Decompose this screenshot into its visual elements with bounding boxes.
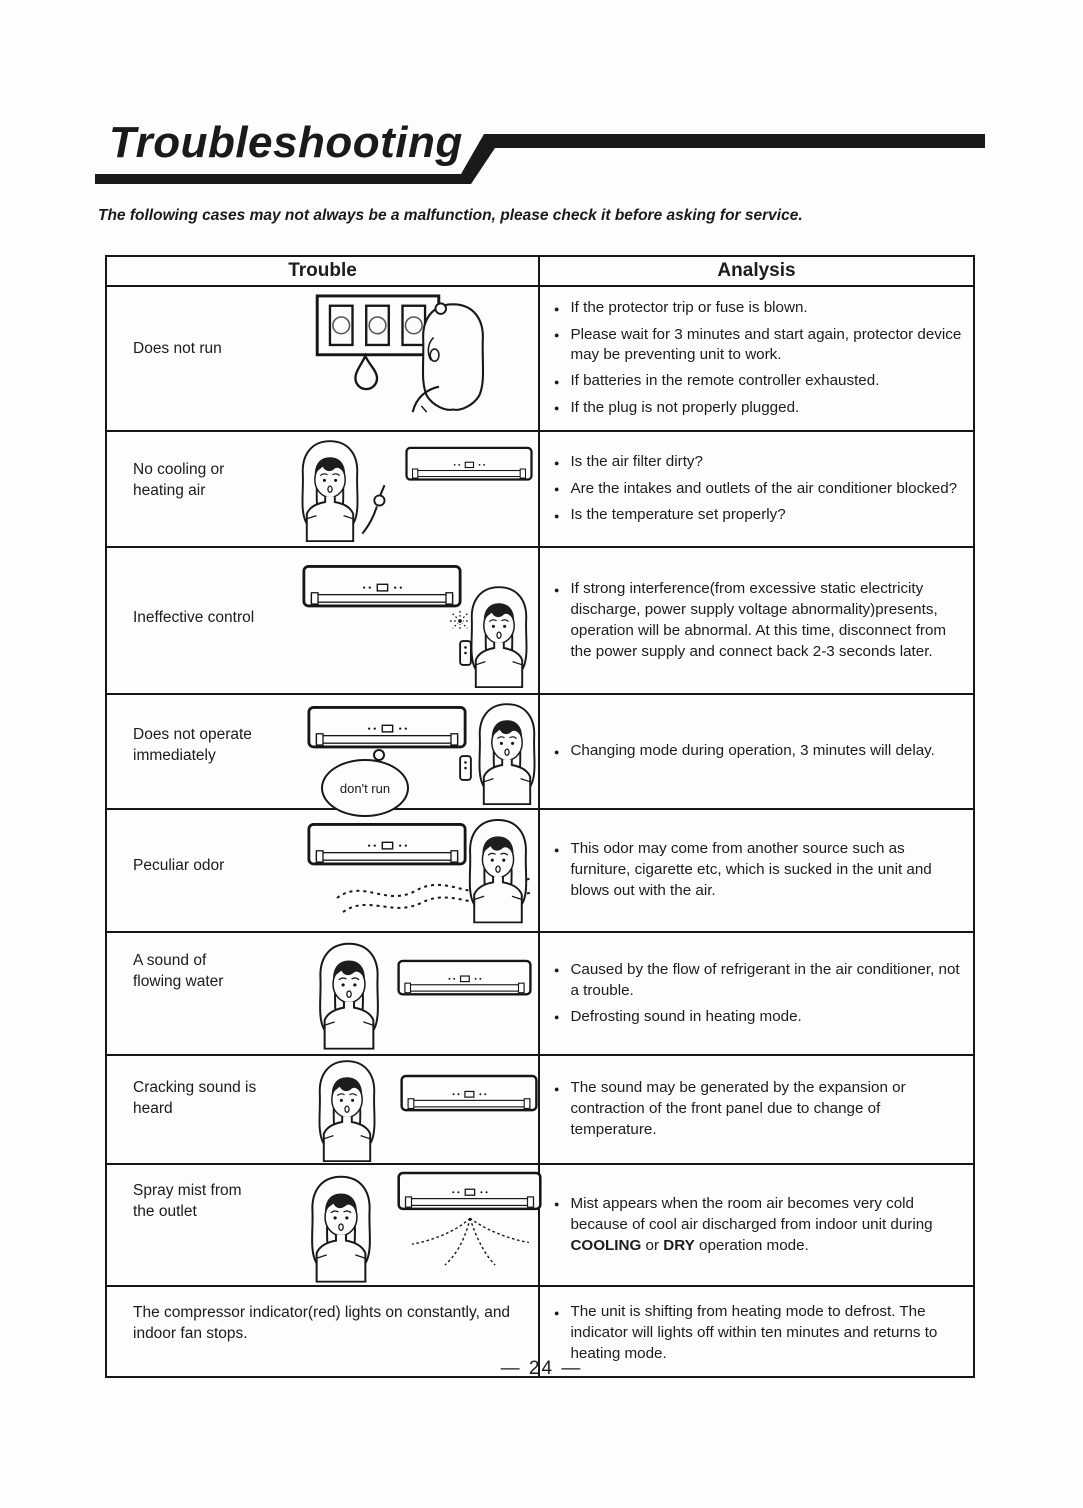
analysis-bullet-list bbox=[554, 1189, 963, 1262]
mist-illustration bbox=[405, 1215, 535, 1270]
table-row bbox=[107, 808, 973, 931]
ac-unit-illustration bbox=[400, 1074, 538, 1117]
woman-illustration bbox=[307, 939, 391, 1051]
analysis-column-header: Analysis bbox=[717, 260, 796, 281]
table-row bbox=[107, 430, 973, 546]
table-row bbox=[107, 693, 973, 808]
page-title: Troubleshooting bbox=[109, 118, 463, 167]
trouble-label: The compressor indicator(red) lights on constantly, and indoor fan stops. bbox=[133, 1304, 511, 1343]
analysis-bullet-list bbox=[554, 834, 963, 907]
trouble-label: Peculiar odor bbox=[133, 857, 225, 875]
trouble-label: No cooling or heating air bbox=[133, 461, 225, 500]
woman-illustration bbox=[290, 438, 370, 542]
analysis-bullet: ● The unit is shifting from heating mode to defrost. The indicator will lights off within ten minutes and returns to heating mode. bbox=[554, 1303, 938, 1363]
analysis-bullet-list bbox=[554, 574, 963, 668]
analysis-bullet: ● If strong interference(from excessive static electricity discharge, power supply voltage abnormality)presents, operation will be abnormal. At this time, disconnect from the power supply and connect back 2-3 seconds later. bbox=[554, 580, 947, 660]
table-header-row bbox=[107, 257, 973, 285]
trouble-cell bbox=[107, 1165, 540, 1285]
trouble-label: A sound of flowing water bbox=[133, 952, 224, 991]
analysis-bullet: ● Defrosting sound in heating mode. bbox=[554, 1007, 802, 1025]
ac-unit-illustration bbox=[302, 564, 462, 614]
trouble-cell bbox=[107, 695, 540, 808]
pointing-arm-illustration bbox=[359, 482, 393, 536]
analysis-cell bbox=[540, 1056, 973, 1163]
analysis-bullet-list bbox=[554, 736, 963, 768]
analysis-cell bbox=[540, 810, 973, 931]
analysis-bullet: ● The sound may be generated by the expansion or contraction of the front panel due to change of temperature. bbox=[554, 1079, 906, 1139]
analysis-bullet-list bbox=[554, 447, 963, 532]
ac-unit-illustration bbox=[307, 705, 467, 755]
analysis-bullet: ● Changing mode during operation, 3 minutes will delay. bbox=[554, 742, 935, 760]
woman-illustration bbox=[457, 812, 539, 928]
trouble-label: Spray mist from the outlet bbox=[133, 1182, 242, 1221]
woman-illustration bbox=[467, 701, 547, 805]
ac-unit-illustration bbox=[397, 1171, 542, 1216]
trouble-label: Ineffective control bbox=[133, 609, 255, 627]
trouble-cell bbox=[107, 432, 540, 546]
woman-back-illustration bbox=[409, 299, 497, 413]
woman-illustration bbox=[307, 1058, 387, 1162]
trouble-cell bbox=[107, 1056, 540, 1163]
analysis-bullet: ● Please wait for 3 minutes and start again, protector device may be preventing unit to work. bbox=[554, 325, 962, 364]
analysis-cell bbox=[540, 1165, 973, 1285]
page-number: — 24 — bbox=[500, 1358, 583, 1379]
ac-unit-illustration bbox=[397, 959, 532, 1001]
analysis-cell bbox=[540, 432, 973, 546]
analysis-bullet: ● Caused by the flow of refrigerant in the air conditioner, not a trouble. bbox=[554, 960, 960, 999]
analysis-bullet-list bbox=[554, 955, 963, 1033]
troubleshooting-table bbox=[105, 255, 975, 1378]
analysis-bullet: ● Mist appears when the room air becomes very cold because of cool air discharged from indoor unit during COOLING or DRY operation mode. bbox=[554, 1194, 933, 1254]
table-row bbox=[107, 546, 973, 693]
analysis-bullet: ● Is the air filter dirty? bbox=[554, 453, 703, 471]
table-row bbox=[107, 285, 973, 430]
analysis-bullet: ● Is the temperature set properly? bbox=[554, 506, 786, 524]
woman-illustration bbox=[459, 584, 539, 688]
table-row bbox=[107, 1163, 973, 1285]
analysis-cell bbox=[540, 695, 973, 808]
trouble-cell bbox=[107, 287, 540, 430]
trouble-label: Does not run bbox=[133, 340, 222, 357]
table-row bbox=[107, 931, 973, 1054]
analysis-bullet: ● If the plug is not properly plugged. bbox=[554, 398, 800, 416]
trouble-cell bbox=[107, 933, 540, 1054]
trouble-label: Cracking sound is heard bbox=[133, 1079, 257, 1118]
intro-note: The following cases may not always be a malfunction, please check it before asking for service. bbox=[98, 207, 803, 224]
table-row bbox=[107, 1054, 973, 1163]
analysis-cell bbox=[540, 548, 973, 693]
analysis-bullet: ● Are the intakes and outlets of the air conditioner blocked? bbox=[554, 479, 958, 497]
analysis-bullet: ● If batteries in the remote controller exhausted. bbox=[554, 372, 880, 390]
analysis-bullet: ● If the protector trip or fuse is blown. bbox=[554, 299, 808, 316]
ac-unit-illustration bbox=[307, 822, 467, 872]
ac-unit-illustration bbox=[405, 446, 533, 486]
page-header bbox=[95, 118, 985, 190]
analysis-cell bbox=[540, 933, 973, 1054]
analysis-cell bbox=[540, 287, 973, 430]
woman-illustration bbox=[299, 1173, 383, 1283]
trouble-cell bbox=[107, 548, 540, 693]
remote-control-icon bbox=[459, 640, 472, 666]
analysis-bullet: ● This odor may come from another source such as furniture, cigarette etc, which is sucked in the unit and blows out with the air. bbox=[554, 840, 932, 900]
trouble-label: Does not operate immediately bbox=[133, 726, 252, 765]
remote-control-icon bbox=[459, 755, 472, 781]
trouble-column-header: Trouble bbox=[107, 257, 540, 285]
analysis-bullet-list bbox=[554, 293, 963, 424]
analysis-bullet-list bbox=[554, 1073, 963, 1146]
dont-run-speech-bubble: don't run bbox=[321, 759, 409, 817]
trouble-cell bbox=[107, 810, 540, 931]
